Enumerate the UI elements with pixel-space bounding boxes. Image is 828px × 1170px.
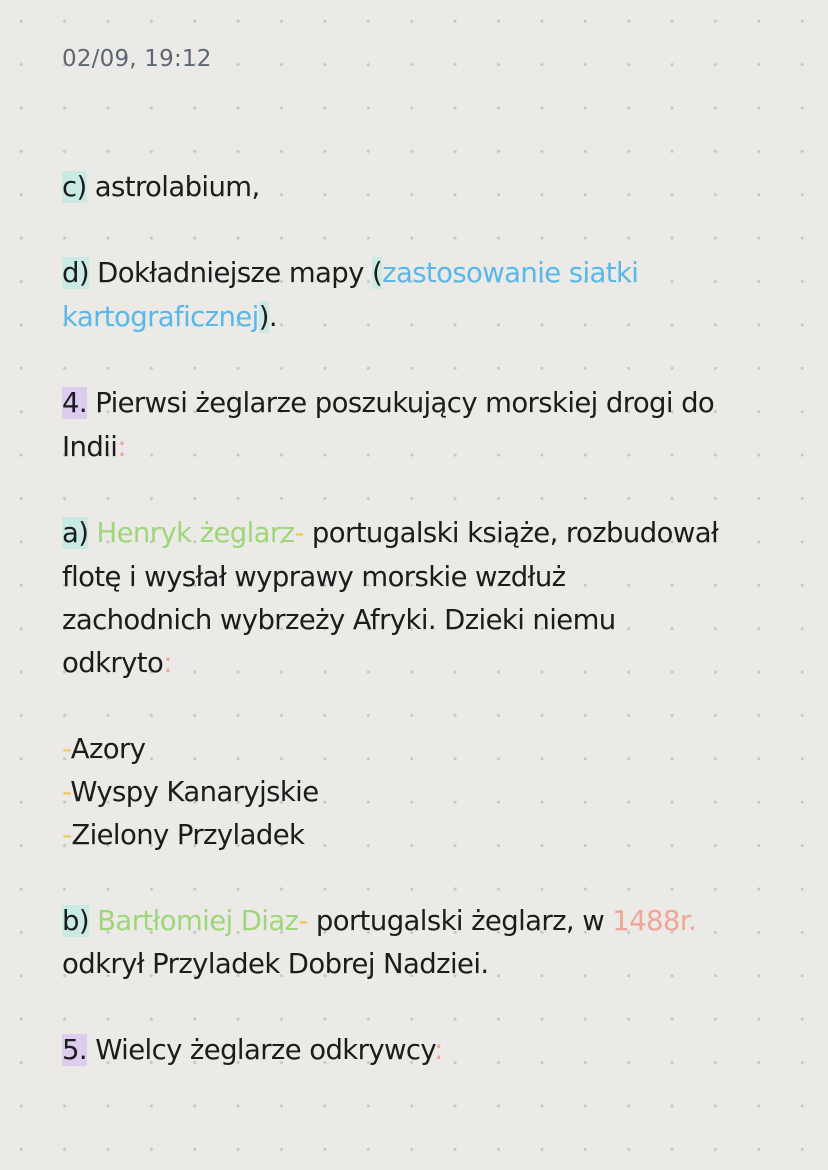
note-timestamp: 02/09, 19:12 xyxy=(62,46,212,72)
list-item-a-line3 xyxy=(62,599,616,642)
paren-open: ( xyxy=(371,257,383,289)
item-text: flotę i wysłał wyprawy morskie wzdłuż xyxy=(62,561,566,593)
name-dash: - xyxy=(298,905,308,937)
item-marker: d) xyxy=(62,257,89,289)
item-text: zachodnich wybrzeży Afryki. Dzieki niemu xyxy=(62,604,616,636)
person-name: Henryk żeglarz xyxy=(88,517,295,549)
colon-mark: : xyxy=(117,431,126,463)
item-text: portugalski żeglarz, w xyxy=(307,905,613,937)
highlight-blue-text: zastosowanie siatki xyxy=(382,257,639,289)
name-dash: - xyxy=(294,517,304,549)
highlight-blue-text: kartograficznej xyxy=(62,301,259,333)
list-item-b-line2 xyxy=(62,943,489,986)
person-name: Bartłomiej Diaz xyxy=(89,905,299,937)
colon-mark: : xyxy=(163,647,172,679)
list-item-d-line1 xyxy=(62,252,638,295)
list-item-a-line4 xyxy=(62,642,172,685)
item-end: . xyxy=(268,301,277,333)
list-item-a-line1 xyxy=(62,512,718,555)
discovery-list-item xyxy=(62,728,145,771)
section-5-heading xyxy=(62,1029,443,1072)
bullet-dash: - xyxy=(62,776,71,808)
list-item-b-line1 xyxy=(62,900,696,943)
section-number: 5. xyxy=(62,1034,88,1066)
discovery-text: Wyspy Kanaryjskie xyxy=(70,776,319,808)
section-title: Indii xyxy=(62,431,118,463)
item-marker: a) xyxy=(62,517,89,549)
bullet-dash: - xyxy=(62,733,71,765)
discovery-text: Azory xyxy=(70,733,146,765)
colon-mark: : xyxy=(434,1034,443,1066)
bullet-dash: - xyxy=(62,819,72,851)
discovery-text: Zielony Przyladek xyxy=(71,819,305,851)
list-item-d-line2 xyxy=(62,296,277,339)
item-text: Dokładniejsze mapy xyxy=(89,257,372,289)
discovery-list-item xyxy=(62,771,319,814)
year-highlight: 1488r. xyxy=(612,905,697,937)
item-text: odkrył Przyladek Dobrej Nadziei. xyxy=(62,948,489,980)
item-marker: b) xyxy=(62,905,89,937)
list-item-c xyxy=(62,166,260,209)
item-text: odkryto xyxy=(62,647,164,679)
item-text: portugalski książe, rozbudował xyxy=(303,517,719,549)
section-4-heading-line1 xyxy=(62,382,714,425)
list-item-a-line2 xyxy=(62,556,566,599)
section-title: Pierwsi żeglarze poszukujący morskiej drogi do xyxy=(87,387,715,419)
section-number: 4. xyxy=(62,387,88,419)
section-4-heading-line2 xyxy=(62,426,126,469)
item-text: astrolabium, xyxy=(86,171,260,203)
item-marker: c) xyxy=(62,171,87,203)
section-title: Wielcy żeglarze odkrywcy xyxy=(87,1034,435,1066)
paren-close: ) xyxy=(258,301,269,333)
discovery-list-item xyxy=(62,814,304,857)
